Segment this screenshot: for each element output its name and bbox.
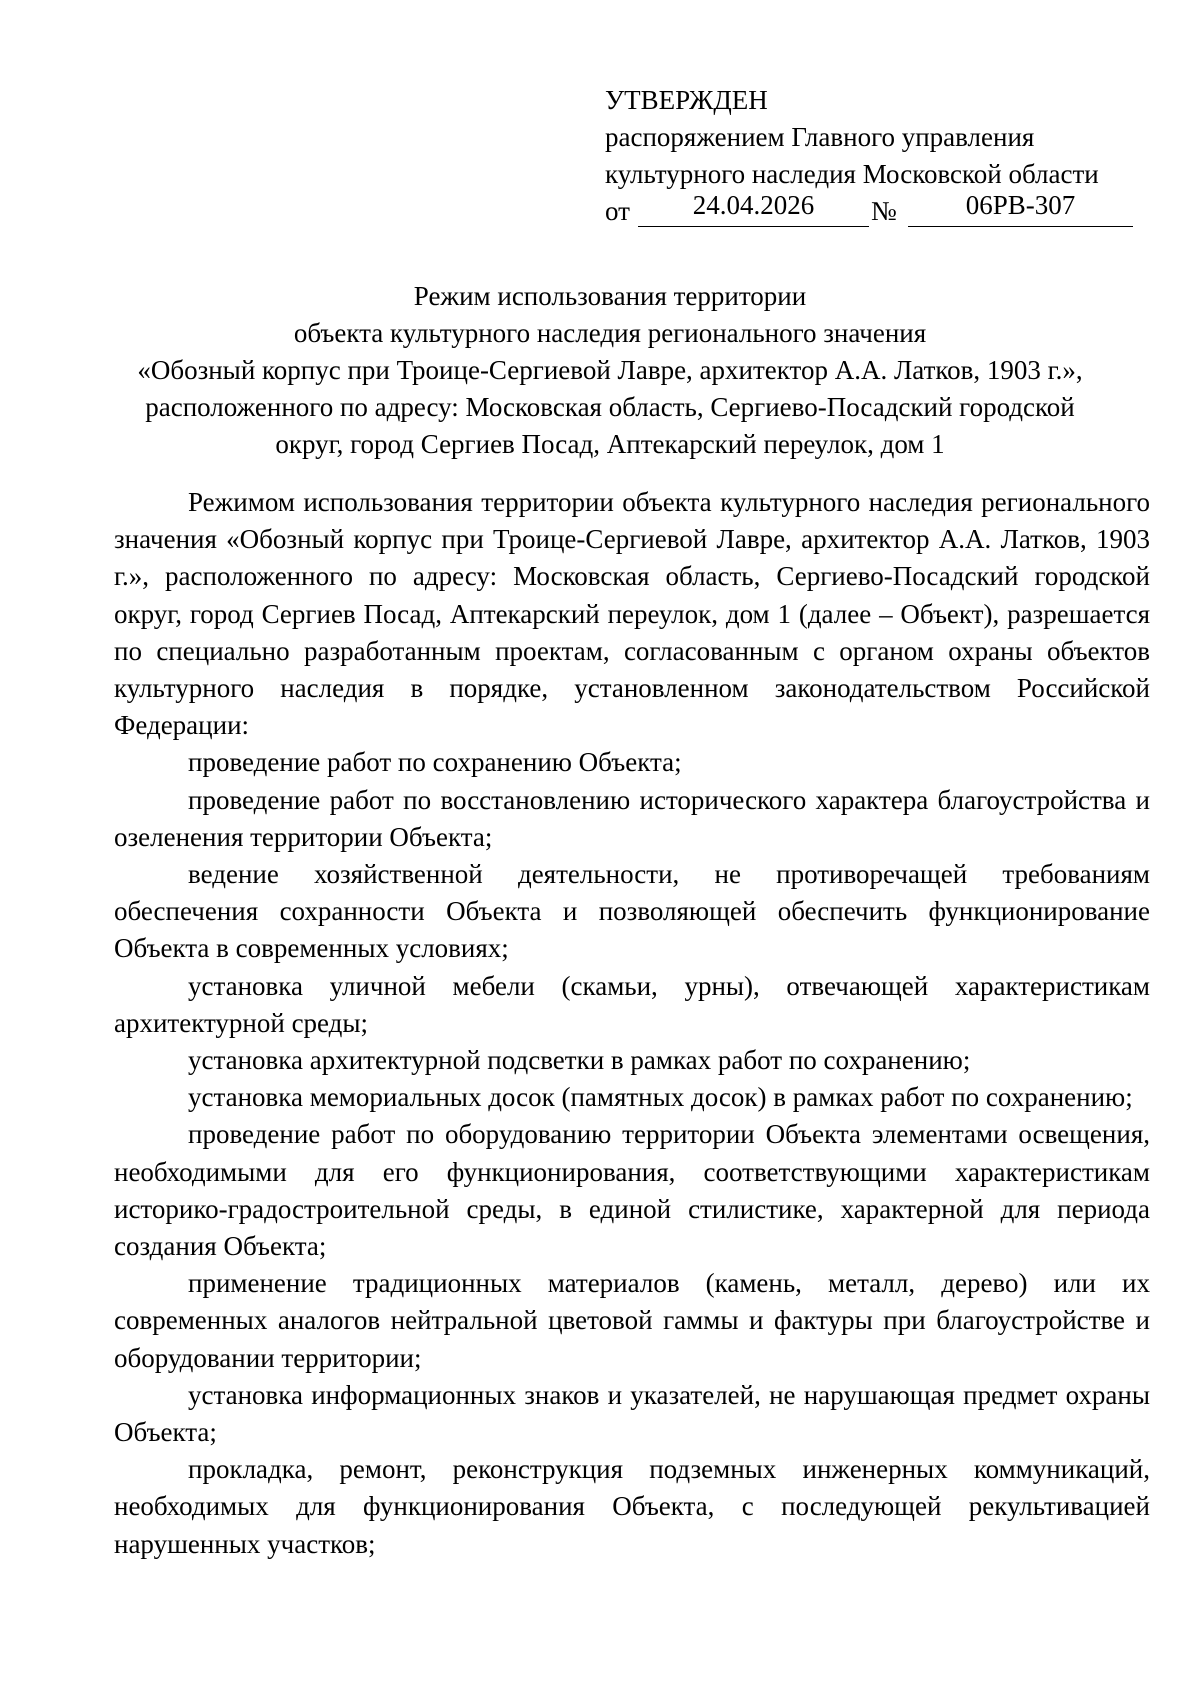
approval-issuer-line-2: культурного наследия Московской области (605, 159, 1099, 189)
title-line-5: округ, город Сергиев Посад, Аптекарский переулок, дом 1 (275, 429, 945, 459)
date-prefix: от (605, 196, 630, 226)
title-line-2: объекта культурного наследия регионального значения (293, 318, 927, 348)
approval-date-field (638, 190, 869, 227)
number-sign: № (871, 196, 897, 226)
list-item: ведение хозяйственной деятельности, не противоречащей требованиям обеспечения сохранности Объекта и позволяющей обеспечить функционирование Объекта в современных условиях; (114, 859, 1150, 964)
list-item: применение традиционных материалов (камень, металл, дерево) или их современных аналогов нейтральной цветовой гаммы и фактуры при благоустройстве и оборудовании территории; (114, 1268, 1150, 1373)
list-item: проведение работ по оборудованию территории Объекта элементами освещения, необходимыми для его функционирования, соответствующими характеристикам историко-градостроительной среды, в единой стилистике, характерной для периода создания Объекта; (114, 1119, 1150, 1262)
list-item: установка мемориальных досок (памятных досок) в рамках работ по сохранению; (188, 1082, 1133, 1113)
list-item: установка информационных знаков и указателей, не нарушающая предмет охраны Объекта; (114, 1379, 1150, 1448)
title-line-1: Режим использования территории (413, 281, 807, 311)
list-item: прокладка, ремонт, реконструкция подземных инженерных коммуникаций, необходимых для функционирования Объекта, с последующей рекультивацией нарушенных участков; (114, 1454, 1150, 1559)
intro-paragraph: Режимом использования территории объекта культурного наследия регионального значения «Обозный корпус при Троице-Сергиевой Лавре, архитектор А.А. Латков, 1903 г.», расположенного по адресу: Московская область, Сергиево-Посадский городской округ, город Сергиев Посад, Аптекарский переулок, дом 1 (далее – Объект), разрешается по специально разработанным проектам, согласованным с органом охраны объектов культурного наследия в порядке, установленном законодательством Российской Федерации: (114, 487, 1150, 741)
title-line-4: расположенного по адресу: Московская область, Сергиево-Посадский городской (145, 392, 1075, 422)
list-item: установка архитектурной подсветки в рамках работ по сохранению; (188, 1045, 971, 1076)
approval-date: 24.04.2026 (692, 190, 815, 220)
title-line-3: «Обозный корпус при Троице-Сергиевой Лавре, архитектор А.А. Латков, 1903 г.», (137, 355, 1083, 385)
list-item: установка уличной мебели (скамьи, урны), отвечающей характеристикам архитектурной среды; (114, 970, 1150, 1038)
approval-block (605, 82, 1145, 230)
list-item: проведение работ по восстановлению исторического характера благоустройства и озеленения территории Объекта; (114, 784, 1150, 852)
document-title (110, 278, 1110, 463)
document-body (114, 484, 1150, 1563)
approval-date-number-row (605, 190, 1145, 230)
approval-heading: УТВЕРЖДЕН (605, 85, 768, 115)
approval-issuer-line-1: распоряжением Главного управления (605, 122, 1035, 152)
approval-number: 06РВ-307 (965, 190, 1076, 220)
list-item: проведение работ по сохранению Объекта; (188, 747, 682, 778)
approval-number-field (908, 190, 1133, 227)
